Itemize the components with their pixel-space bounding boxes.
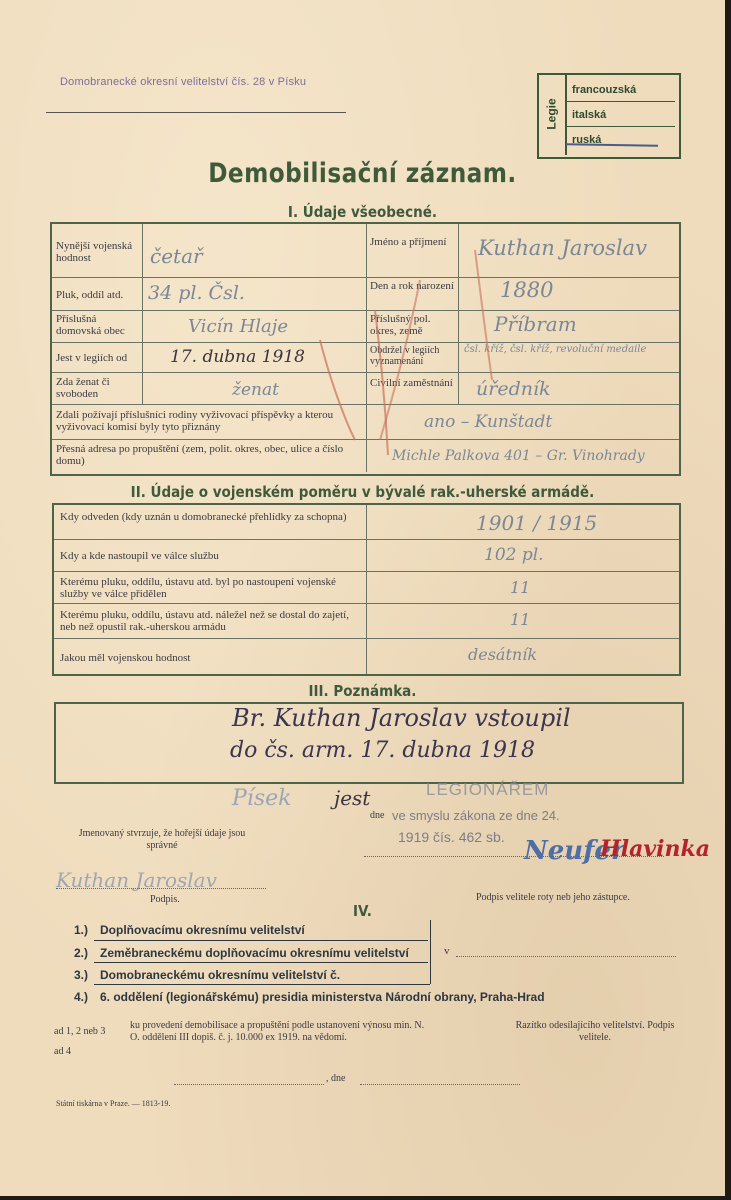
route-underline: [94, 984, 430, 985]
grid-line: [54, 603, 679, 604]
value-home-municipality: Vicín Hlaje: [188, 316, 289, 337]
value-rank: četař: [150, 244, 203, 268]
label-home-municipality: Příslušná domovská obec: [56, 313, 125, 337]
legionary-stamp-line-3: 1919 čís. 462 sb.: [398, 829, 505, 845]
value-in-legions-since: 17. dubna 1918: [170, 347, 305, 367]
label-address-after-discharge: Přesná adresa po propuštění (zem, polit. okres, obec, ulice a číslo domu): [56, 443, 344, 467]
grid-line: [54, 539, 679, 540]
signature-caption-left: Podpis.: [150, 894, 180, 905]
value-name: Kuthan Jaroslav: [478, 236, 647, 260]
printer-imprint: Státní tiskárna v Praze. — 1813-19.: [56, 1099, 171, 1108]
label-decorations: Obdržel v legiích vyznamenání: [370, 345, 440, 367]
legie-option-italian: italská: [572, 109, 607, 121]
date-label: , dne: [326, 1073, 346, 1084]
value-district: Příbram: [494, 312, 577, 336]
legie-divider: [567, 126, 675, 127]
route-v-line: [456, 956, 676, 957]
label-unit-before-captivity: Kterému pluku, oddílu, ústavu atd. náležel než se dostal do zajetí, neb než opustil rak.-uherskou armádu: [60, 609, 349, 633]
page-title: Demobilisační záznam.: [208, 158, 517, 189]
value-marital-status: ženat: [232, 380, 279, 400]
label-rank: Nynější vojenská hodnost: [56, 240, 133, 264]
stamp-jest: jest: [334, 786, 371, 810]
ad-line-1: ad 1, 2 neb 3: [54, 1026, 106, 1037]
value-family-allowance: ano – Kunštadt: [424, 412, 553, 432]
note-line-2: do čs. arm. 17. dubna 1918: [230, 738, 535, 763]
grid-line: [54, 638, 679, 639]
legie-option-french: francouzská: [572, 84, 637, 96]
route-v-label: v: [444, 945, 450, 957]
note-line-1: Br. Kuthan Jaroslav vstoupil: [232, 704, 571, 732]
red-pencil-marks: [260, 240, 520, 480]
route-label-3: Domobraneckému okresnímu velitelství č.: [100, 968, 341, 982]
value-conscripted: 1901 / 1915: [476, 511, 598, 535]
label-assigned-unit: Kterému pluku, oddílu, ústavu atd. byl po nastoupení vojenské služby ve válce přidělen: [60, 576, 336, 600]
section-2-title: II. Údaje o vojenském poměru v bývalé rak.-uherské armádě.: [130, 483, 595, 501]
section-3-title: III. Poznámka.: [308, 682, 417, 700]
date-prefix: dne: [370, 810, 385, 821]
grid-line: [54, 571, 679, 572]
route-num-3: 3.): [74, 968, 89, 982]
value-birth-year: 1880: [500, 278, 554, 302]
route-num-2: 2.): [74, 946, 89, 960]
value-civil-occupation: úředník: [476, 378, 551, 400]
value-unit-before-captivity: 11: [510, 610, 531, 629]
place-handwritten: Písek: [232, 786, 292, 811]
route-bracket: [430, 920, 431, 984]
value-assigned-unit: 11: [510, 578, 531, 597]
label-regiment: Pluk, oddíl atd.: [56, 289, 124, 301]
route-label-1: Doplňovacímu okresnímu velitelství: [100, 923, 305, 937]
route-underline: [94, 962, 428, 963]
signature-line-left: [56, 888, 266, 889]
purpose-text: ku provedení demobilisace a propuštění podle ustanovení výnosu min. N. O. oddělení III dopiš. č. j. 10.000 ex 1919. na vědomí.: [130, 1020, 425, 1043]
date-line: [360, 1084, 520, 1085]
label-name: Jméno a příjmení: [370, 236, 447, 248]
value-war-service-start: 102 pl.: [484, 545, 544, 565]
route-underline: [94, 940, 428, 941]
section-4-title: IV.: [353, 902, 372, 920]
route-num-4: 4.): [74, 990, 89, 1004]
label-war-service-start: Kdy a kde nastoupil ve válce službu: [60, 550, 219, 562]
legie-label: Legie: [545, 98, 559, 130]
label-former-rank: Jakou měl vojenskou hodnost: [60, 652, 191, 664]
legie-option-russian: ruská: [572, 134, 602, 146]
route-label-4: 6. oddělení (legionářskému) presidia ministerstva Národní obrany, Praha-Hrad: [100, 990, 545, 1004]
label-civil-occupation: Civilní zaměstnání: [370, 377, 453, 389]
value-address-after-discharge: Michle Palkova 401 – Gr. Vinohrady: [392, 448, 645, 464]
legie-divider: [567, 101, 675, 102]
route-label-2: Zeměbraneckému doplňovacímu okresnímu velitelství: [100, 946, 409, 960]
office-stamp: Domobranecké okresní velitelství čís. 28 v Písku: [60, 76, 307, 88]
ad-line-2: ad 4: [54, 1046, 71, 1057]
label-birth-year: Den a rok narození: [370, 280, 454, 292]
confirmation-text: Jmenovaný stvrzuje, že hořejší údaje jsou správné: [78, 828, 246, 851]
place-line: [174, 1084, 324, 1085]
grid-line: [142, 224, 143, 404]
commander-signature-red: Hlavinka: [600, 836, 711, 862]
stamp-caption: Razítko odesílajícího velitelství. Podpis velitele.: [515, 1020, 675, 1043]
recruit-signature: Kuthan Jaroslav: [56, 868, 217, 892]
label-conscripted: Kdy odveden (kdy uznán u domobranecké přehlídky za schopna): [60, 511, 347, 523]
section-1-title: I. Údaje všeobecné.: [287, 203, 437, 221]
label-family-allowance: Zdali požívají příslušníci rodiny vyživovací příspěvky a kterou vyživovací komisí byly tyto přiznány: [56, 409, 334, 433]
value-former-rank: desátník: [468, 645, 538, 664]
route-num-1: 1.): [74, 923, 89, 937]
label-in-legions-since: Jest v legiích od: [56, 352, 128, 364]
header-rule: [46, 112, 346, 113]
label-district: Příslušný pol. okres, země: [370, 313, 431, 337]
commander-signature-blue: Neufer: [524, 836, 625, 866]
label-marital-status: Zda ženat či svoboden: [56, 376, 110, 400]
legionary-stamp-line-2: ve smyslu zákona ze dne 24.: [392, 808, 560, 823]
grid-line: [366, 505, 367, 674]
value-regiment: 34 pl. Čsl.: [148, 282, 245, 304]
value-decorations: čsl. kříž, čsl. kříž, revoluční medaile: [464, 344, 647, 355]
signature-caption-right: Podpis velitele roty neb jeho zástupce.: [476, 892, 630, 903]
legionary-stamp-line-1: LEGIONÁŘEM: [426, 780, 550, 799]
